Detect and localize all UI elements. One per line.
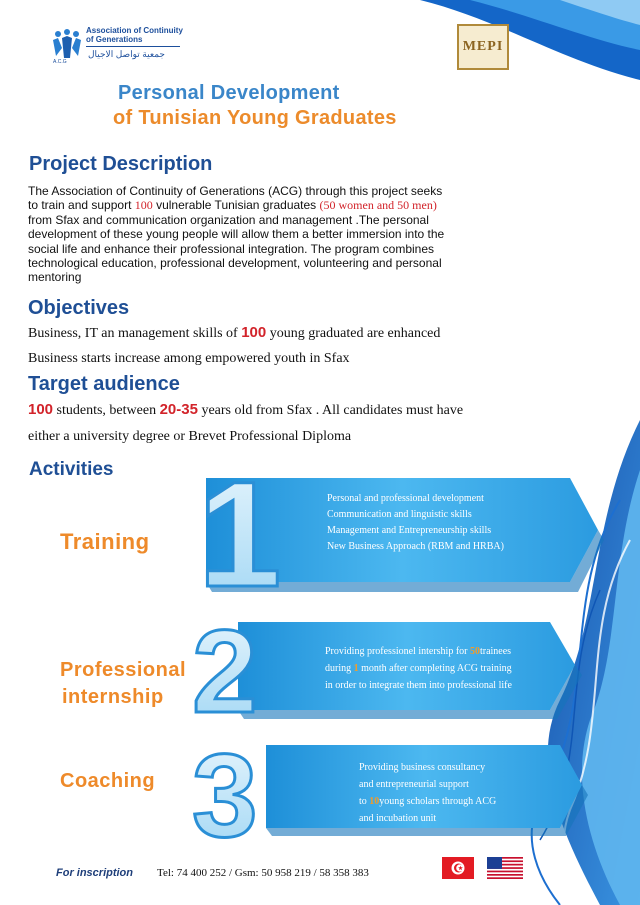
coaching-line: and entrepreneurial support: [359, 779, 469, 790]
desc-line: social life and enhance their professional integration. The program combines: [28, 241, 435, 256]
desc-line: development of these young people will allow them a better immersion into the: [28, 227, 445, 242]
training-details: [327, 491, 567, 555]
tunisia-flag-icon[interactable]: [442, 857, 474, 879]
students-count: 100: [28, 401, 54, 418]
internship-details: [325, 643, 555, 694]
usa-flag-graphic: [487, 857, 523, 879]
contact-phones: Tel: 74 400 252 / Gsm: 50 958 219 / 58 358 383: [157, 867, 369, 879]
title-line-2: of Tunisian Young Graduates: [113, 107, 397, 129]
numeral-1: 1: [198, 450, 282, 618]
objective-1: [28, 324, 440, 342]
objective-text: Business, IT an management skills of: [28, 326, 242, 341]
objective-text: young graduated are enhanced: [266, 326, 441, 341]
training-label: Training: [60, 529, 150, 554]
desc-line: The Association of Continuity of Generations (ACG) through this project seeks: [28, 184, 443, 198]
internship-text: trainees: [479, 646, 512, 657]
title-line-1: Personal Development: [118, 82, 340, 104]
acg-figures-icon: [50, 28, 84, 62]
acg-divider: [86, 46, 180, 47]
internship-line: [325, 643, 555, 660]
training-item: Management and Entrepreneurship skills: [327, 525, 492, 536]
acg-arabic-name: جمعية تواصل الاجيال: [88, 49, 165, 59]
coaching-label: Coaching: [60, 770, 156, 792]
coaching-line: Providing business consultancy: [359, 762, 486, 773]
top-right-wave: [420, 0, 640, 80]
training-item: Personal and professional development: [327, 493, 484, 504]
objective-number: 100: [241, 324, 267, 341]
target-text: years old from Sfax . All candidates must have: [197, 403, 464, 418]
gender-split: (50 women and 50 men): [319, 198, 437, 213]
training-item: Communication and linguistic skills: [327, 509, 472, 520]
desc-line: technological education, professional development, volunteering and personal: [28, 256, 442, 271]
numeral-2: 2: [192, 606, 258, 738]
desc-text: to train and support: [28, 198, 135, 213]
acg-abbr: A.C.G: [53, 59, 67, 65]
internship-line: in order to integrate them into professional life: [325, 680, 512, 691]
months-count: 1: [353, 663, 359, 674]
desc-line: mentoring: [28, 270, 82, 285]
inscription-label: For inscription: [56, 867, 133, 879]
coaching-details: [359, 759, 559, 827]
coaching-line: [359, 793, 559, 810]
mepi-logo-text: MEPI: [462, 39, 504, 54]
activities-heading: Activities: [29, 459, 114, 480]
numeral-3: 3: [192, 730, 258, 862]
coaching-text: to: [359, 796, 370, 807]
coaching-text: young scholars through ACG: [379, 796, 497, 807]
target-line-1: [28, 401, 463, 419]
project-description-heading: Project Description: [29, 153, 213, 175]
desc-text: vulnerable Tunisian graduates: [152, 198, 320, 213]
objectives-heading: Objectives: [28, 297, 130, 319]
desc-line: [28, 198, 498, 212]
tunisia-flag-graphic: [442, 857, 474, 879]
target-text: students, between: [53, 403, 160, 418]
desc-line: from Sfax and communication organization and management .The personal: [28, 212, 429, 227]
acg-logo: [50, 26, 190, 66]
scholars-count: 10: [369, 796, 380, 807]
trainees-count: 50: [469, 646, 480, 657]
graduates-count: 100: [134, 198, 153, 213]
internship-text: Providing professionel intership for: [325, 646, 470, 657]
internship-text: month after completing ACG training: [358, 663, 512, 674]
training-item: New Business Approach (RBM and HRBA): [327, 541, 504, 552]
mepi-logo: [457, 24, 509, 70]
internship-label-line-1: Professional: [60, 659, 187, 681]
objective-2: Business starts increase among empowered youth in Sfax: [28, 351, 350, 366]
project-description-text: [28, 184, 498, 285]
target-line-2: either a university degree or Brevet Professional Diploma: [28, 429, 352, 444]
acg-name: Association of Continuity of Generations: [86, 26, 183, 44]
target-audience-heading: Target audience: [28, 373, 180, 395]
internship-line: [325, 660, 555, 677]
usa-flag-icon[interactable]: [487, 857, 523, 879]
internship-text: during: [325, 663, 354, 674]
coaching-line: and incubation unit: [359, 813, 437, 824]
internship-label-line-2: internship: [62, 686, 164, 708]
internship-label: [60, 657, 186, 711]
age-range: 20-35: [159, 401, 198, 418]
